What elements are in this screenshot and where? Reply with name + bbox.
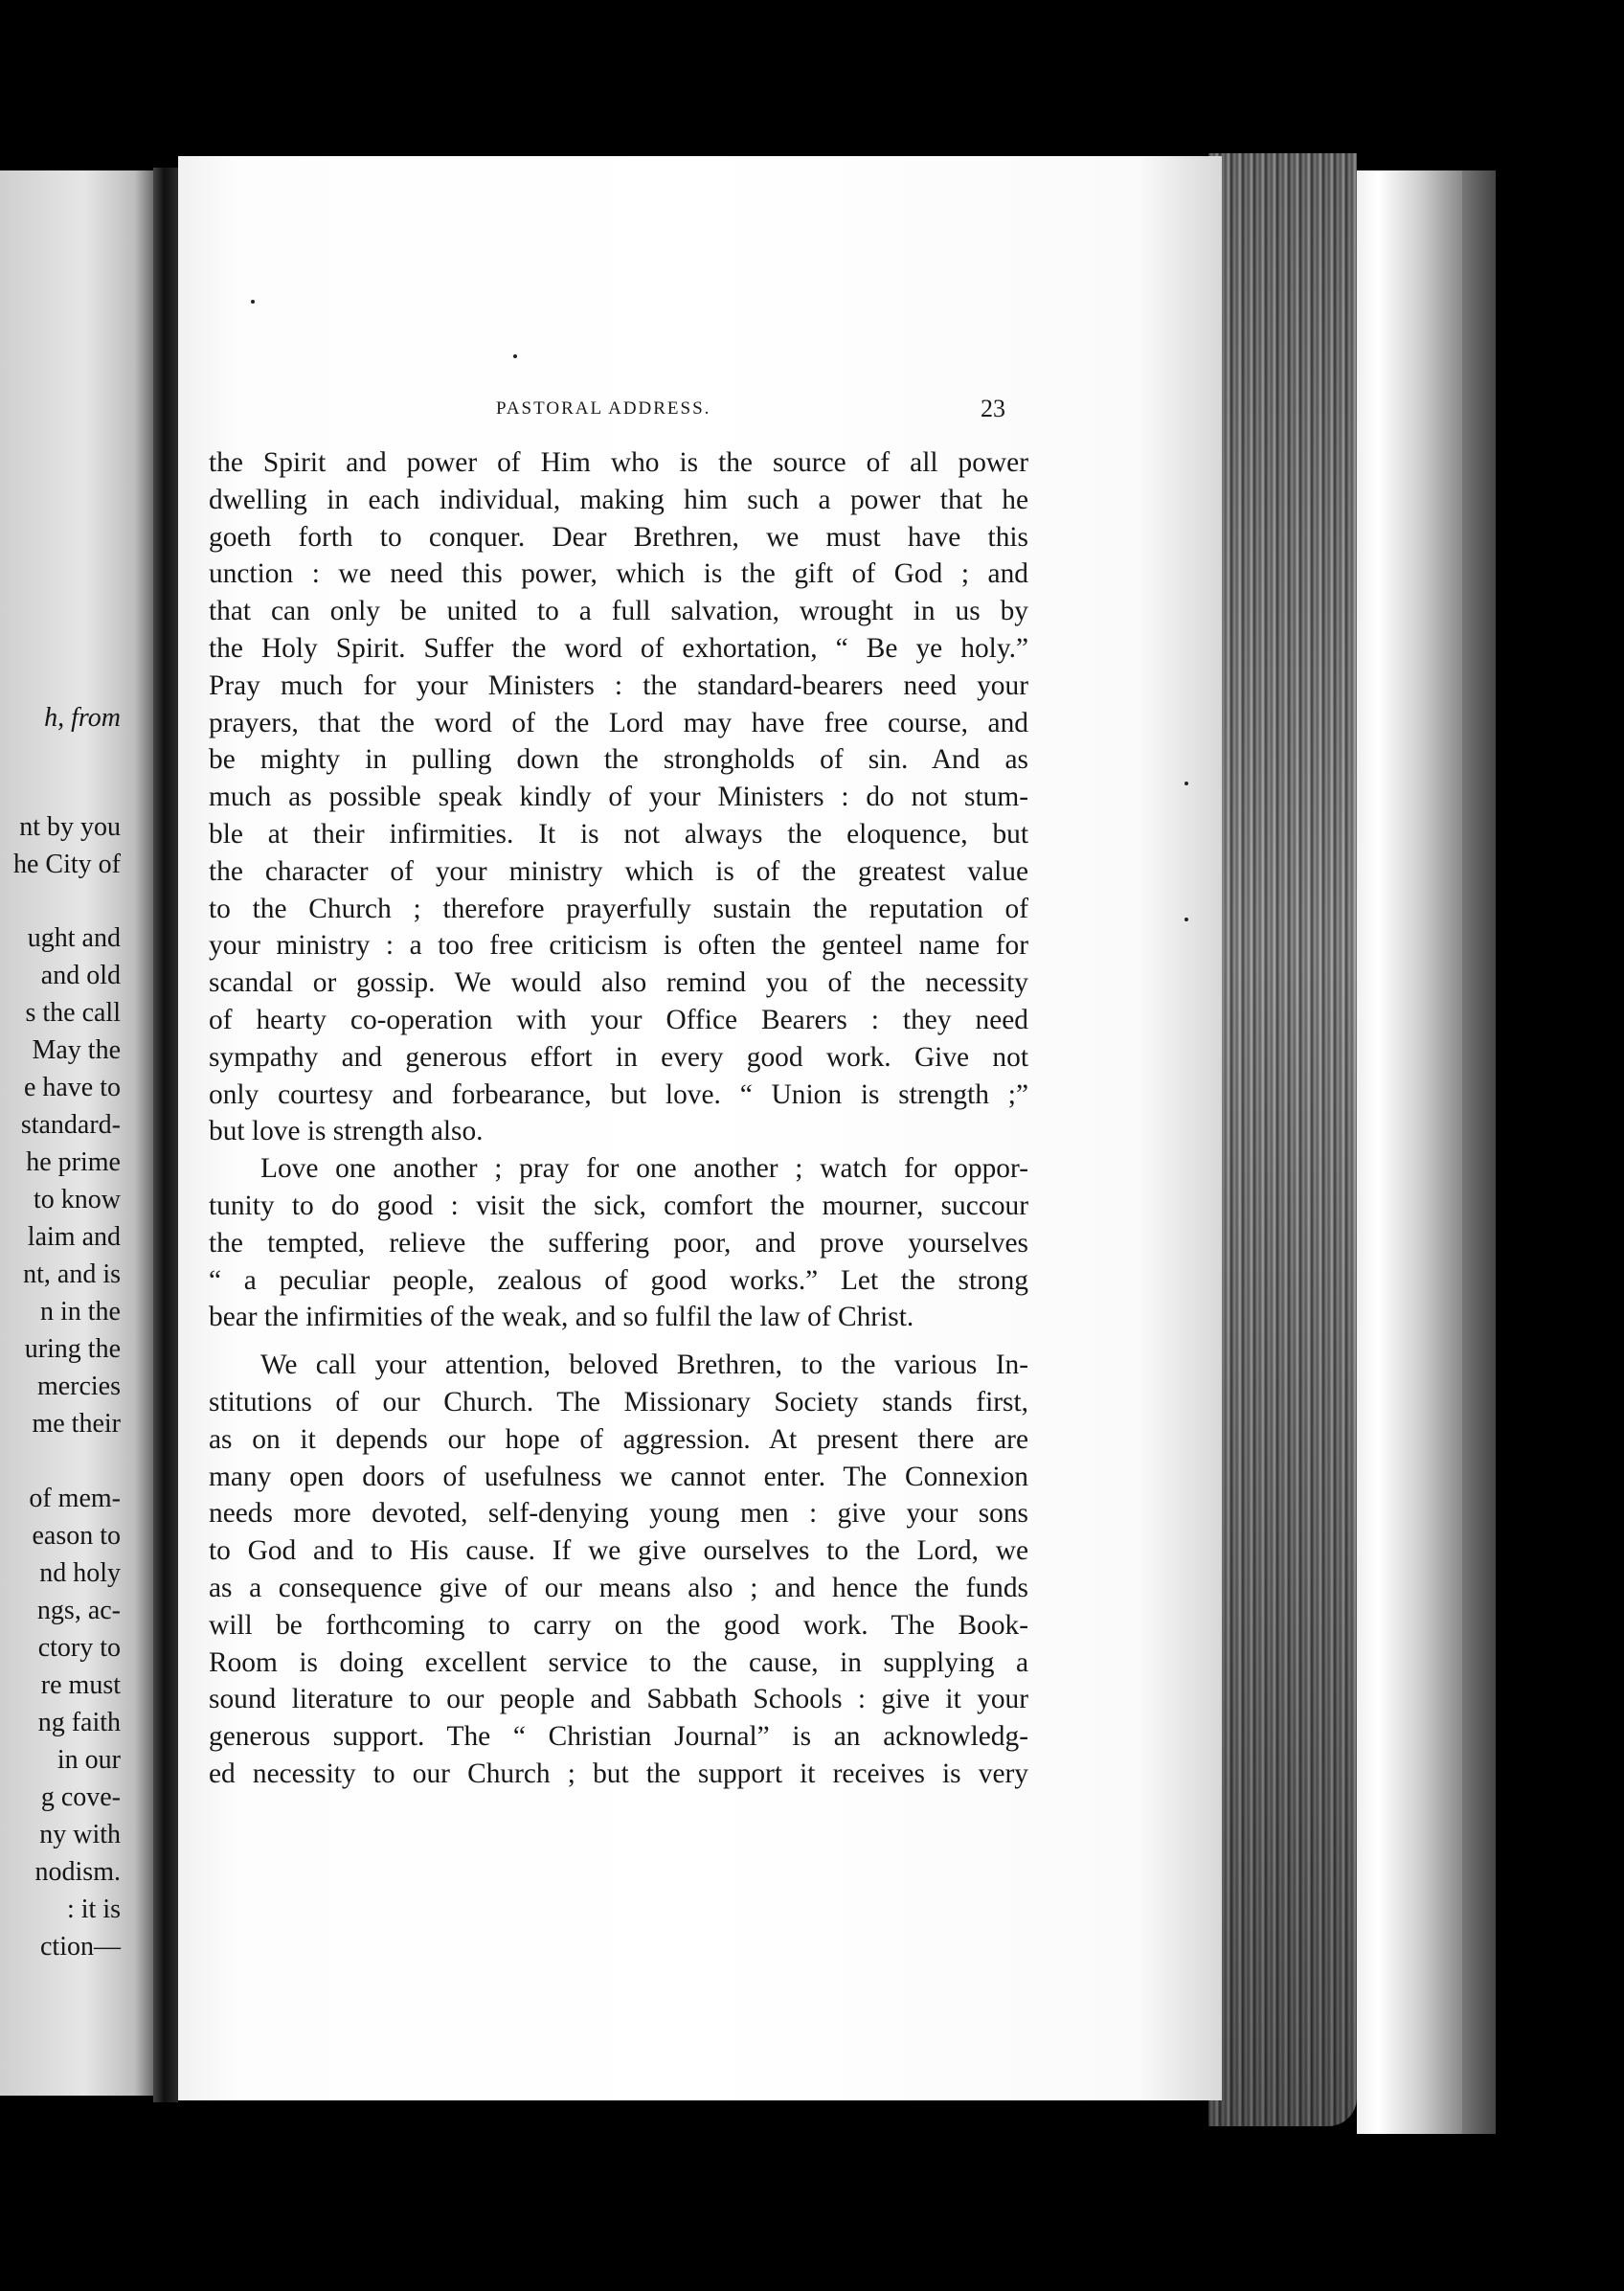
- text-line: only courtesy and forbearance, but love. “ Union is strength ;”: [209, 1078, 1028, 1110]
- text-line: of hearty co-operation with your Office Bearers : they need: [209, 1004, 1028, 1035]
- text-line: stitutions of our Church. The Missionary Society stands first,: [209, 1386, 1028, 1418]
- text-line: generous support. The “ Christian Journal” is an acknowledg-: [209, 1721, 1028, 1753]
- text-line: sympathy and generous effort in every good work. Give not: [209, 1041, 1028, 1073]
- text-line: Love one another ; pray for one another ; watch for oppor-: [260, 1153, 1028, 1185]
- left-page-line: nodism.: [34, 1857, 121, 1887]
- page-header: [178, 390, 1222, 428]
- left-page-line: ught and: [27, 923, 121, 953]
- left-page-line: to know: [34, 1185, 121, 1214]
- text-line: Pray much for your Ministers : the standard-bearers need your: [209, 669, 1028, 701]
- left-page-line: h, from: [44, 703, 121, 733]
- left-page-line: in our: [56, 1745, 121, 1775]
- left-page-line: laim and: [27, 1222, 121, 1252]
- left-page-line: he City of: [13, 850, 121, 879]
- left-page-line: s the call: [25, 998, 121, 1028]
- text-line: to the Church ; therefore prayerfully sustain the reputation of: [209, 893, 1028, 924]
- left-facing-page: [0, 170, 153, 2096]
- left-page-line: he prime: [26, 1147, 121, 1177]
- left-page-line: standard-: [20, 1110, 121, 1140]
- text-line: as a consequence give of our means also ; and hence the funds: [209, 1572, 1028, 1603]
- running-head: PASTORAL ADDRESS.: [496, 398, 711, 419]
- book-board: [1357, 170, 1462, 2134]
- book-page: [178, 156, 1222, 2100]
- text-line: prayers, that the word of the Lord may have free course, and: [209, 707, 1028, 738]
- text-line: be mighty in pulling down the strongholds of sin. And as: [209, 744, 1028, 776]
- left-page-line: ny with: [39, 1820, 121, 1849]
- left-page-line: eason to: [32, 1521, 121, 1551]
- left-page-line: : it is: [66, 1894, 121, 1924]
- left-page-line: mercies: [36, 1372, 121, 1401]
- left-page-line: me their: [32, 1409, 121, 1439]
- text-line: that can only be united to a full salvation, wrought in us by: [209, 596, 1028, 627]
- text-line: scandal or gossip. We would also remind you of the necessity: [209, 967, 1028, 999]
- left-page-line: May the: [32, 1035, 121, 1065]
- text-line: needs more devoted, self-denying young men : give your sons: [209, 1498, 1028, 1530]
- left-page-line: re must: [40, 1670, 121, 1700]
- text-line: bear the infirmities of the weak, and so fulfil the law of Christ.: [209, 1302, 914, 1333]
- left-page-line: ng faith: [37, 1708, 121, 1737]
- text-line: much as possible speak kindly of your Ministers : do not stum-: [209, 782, 1028, 813]
- text-line: We call your attention, beloved Brethren, to the various In-: [260, 1350, 1028, 1381]
- text-line: tunity to do good : visit the sick, comfort the mourner, succour: [209, 1190, 1028, 1221]
- text-line: unction : we need this power, which is the gift of God ; and: [209, 558, 1028, 590]
- text-line: the character of your ministry which is of the greatest value: [209, 855, 1028, 887]
- text-line: “ a peculiar people, zealous of good works.” Let the strong: [209, 1264, 1028, 1296]
- text-line: as on it depends our hope of aggression. At present there are: [209, 1423, 1028, 1455]
- text-line: sound literature to our people and Sabbath Schools : give it your: [209, 1684, 1028, 1715]
- book-cover-edge: [1462, 170, 1496, 2134]
- left-page-line: nt, and is: [23, 1259, 121, 1289]
- left-page-line: e have to: [23, 1073, 121, 1102]
- left-page-line: nt by you: [19, 812, 121, 842]
- left-page-line: n in the: [40, 1297, 121, 1327]
- page-number: 23: [981, 395, 1005, 422]
- text-line: ed necessity to our Church ; but the support it receives is very: [209, 1758, 1028, 1789]
- text-line: the Spirit and power of Him who is the source of all power: [209, 447, 1028, 478]
- left-page-line: ngs, ac-: [36, 1596, 121, 1625]
- text-line: many open doors of usefulness we cannot enter. The Connexion: [209, 1461, 1028, 1492]
- page-block-shading: [1208, 153, 1357, 2126]
- text-line: dwelling in each individual, making him such a power that he: [209, 484, 1028, 515]
- text-line: Room is doing excellent service to the cause, in supplying a: [209, 1646, 1028, 1678]
- left-page-line: g cove-: [40, 1782, 121, 1812]
- scan-speck: [251, 300, 255, 304]
- text-line: ble at their infirmities. It is not always the eloquence, but: [209, 818, 1028, 850]
- left-page-line: nd holy: [39, 1558, 121, 1588]
- left-page-line: uring the: [24, 1334, 121, 1364]
- text-line: your ministry : a too free criticism is often the genteel name for: [209, 930, 1028, 962]
- scan-speck: [1184, 918, 1188, 921]
- left-page-line: ctory to: [37, 1633, 121, 1663]
- book-gutter: [153, 168, 178, 2102]
- scan-speck: [513, 354, 517, 358]
- left-page-line: ction—: [40, 1932, 121, 1962]
- left-page-line: and old: [40, 961, 121, 990]
- text-line: will be forthcoming to carry on the good work. The Book-: [209, 1609, 1028, 1641]
- text-line: to God and to His cause. If we give ourselves to the Lord, we: [209, 1535, 1028, 1567]
- body-text: [209, 444, 1028, 1793]
- paragraph-gap: [209, 1336, 1028, 1347]
- text-line: the tempted, relieve the suffering poor, and prove yourselves: [209, 1227, 1028, 1259]
- left-page-line: of mem-: [29, 1484, 121, 1513]
- text-line: but love is strength also.: [209, 1116, 484, 1147]
- text-line: the Holy Spirit. Suffer the word of exhortation, “ Be ye holy.”: [209, 632, 1028, 664]
- text-line: goeth forth to conquer. Dear Brethren, we must have this: [209, 521, 1028, 553]
- scan-speck: [1184, 782, 1188, 785]
